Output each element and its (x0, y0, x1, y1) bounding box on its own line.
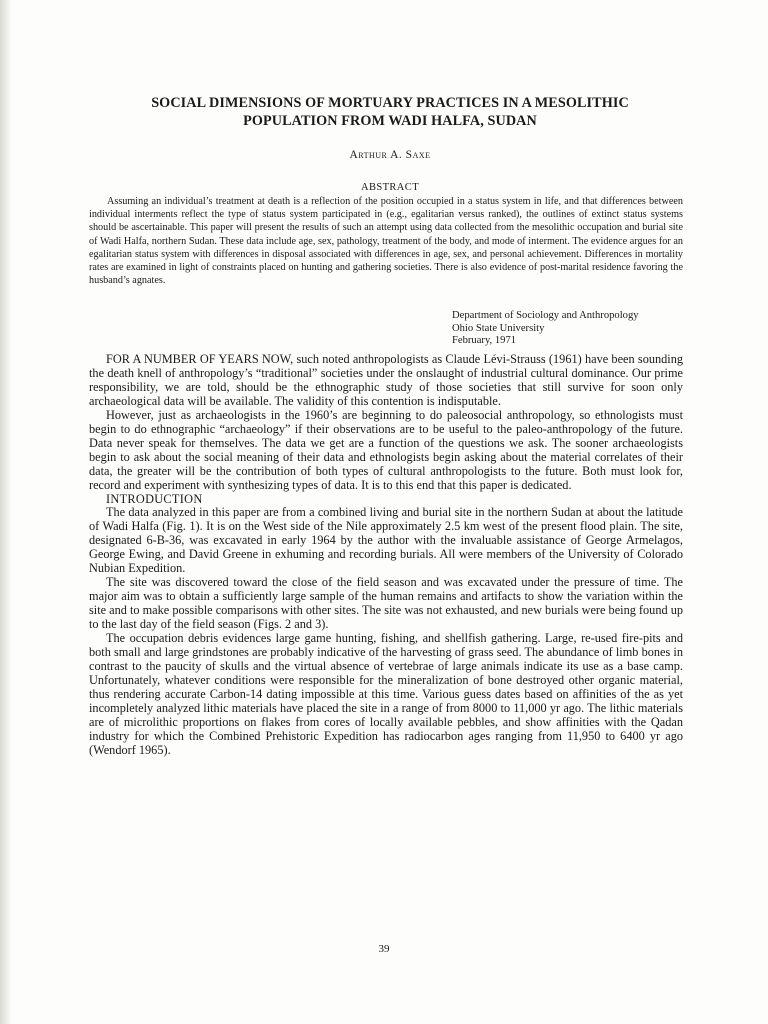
body-paragraph: The data analyzed in this paper are from a combined living and burial site in the northern Sudan at about the latitude of Wadi Halfa (Fig. 1). It is on the West side of the Nile approximately 2.5 km west of the present flood plain. The site, designated 6-B-36, was excavated in early 1964 by the author with the invaluable assistance of George Armelagos, George Ewing, and David Greene in exhuming and recording burials. All were members of the University of Colorado Nubian Expedition. (89, 505, 683, 576)
body-paragraph: However, just as archaeologists in the 1960’s are beginning to do paleosocial anthropology, so ethnologists must begin to do ethnographic “archaeology” if their observations are to be useful to the paleo-anthropology of the future. Data never speak for themselves. The data we get are a function of the questions we ask. The sooner archaeologists begin to ask about the social meaning of their data and ethnologists begin asking about the material correlates of their data, the greater will be the contribution of both types of cultural anthropologists to the future. Both must look for, record and experiment with synthesizing types of data. It is to this end that this paper is dedicated. (89, 407, 683, 492)
author-name: Arthur A. Saxe (349, 149, 431, 161)
affiliation-university: Ohio State University (452, 322, 545, 334)
abstract-text: Assuming an individual’s treatment at death is a reflection of the position occupied in a status system in life, and that differences between individual interments reflect the type of status system participated in (e.g., egalitarian versus ranked), the outlines of extinct status systems should be ascertainable. This paper will present the results of such an attempt using data collected from the mesolithic occupation and burial site of Wadi Halfa, northern Sudan. These data include age, sex, pathology, treatment of the body, and mode of interment. The evidence argues for an egalitarian status system with differences in disposal associated with differences in age, sex, and personal achievement. Differences in mortality rates are examined in light of constraints placed on hunting and gathering societies. There is also evidence of post-marital residence favoring the husband’s agnates. (89, 196, 683, 287)
body-paragraph: FOR A NUMBER OF YEARS NOW, such noted anthropologists as Claude Lévi-Strauss (1961) have been sounding the death knell of anthropology’s “traditional” societies under the onslaught of industrial cultural dominance. Our prime responsibility, we are told, should be the ethnographic study of those societies that still survive for soon only archaeological data will be available. The validity of this contention is indisputable. (89, 352, 683, 408)
article-body (89, 353, 683, 758)
author-affiliation (452, 310, 692, 348)
abstract-heading: ABSTRACT (360, 182, 420, 193)
body-paragraph: The occupation debris evidences large game hunting, fishing, and shellfish gathering. Large, re-used fire-pits and both small and large grindstones are probably indicative of the harvesting of grass seed. The abundance of limb bones in contrast to the paucity of skulls and the virtual absence of vertebrae of large animals indicate its use as a base camp. Unfortunately, whatever conditions were responsible for the mineralization of bone destroyed other organic material, thus rendering accurate Carbon-14 dating impossible at this time. Various guess dates based on affinities of the as yet incompletely analyzed lithic materials have placed the site in a range of from 8000 to 11,000 yr ago. The lithic materials are of microlithic proportions on flakes from cores of locally available pebbles, and show affinities with the Qadan industry for which the Combined Prehistoric Expedition has radiocarbon ages ranging from 11,950 to 6400 yr ago (Wendorf 1965). (89, 631, 683, 757)
body-paragraph: The site was discovered toward the close of the field season and was excavated under the pressure of time. The major aim was to obtain a sufficiently large sample of the human remains and artifacts to show the variation within the site and to make possible comparisons with other sites. The site was not exhausted, and new burials were being found up to the last day of the field season (Figs. 2 and 3). (89, 575, 683, 632)
title-line-2: POPULATION FROM WADI HALFA, SUDAN (243, 113, 537, 129)
affiliation-date: February, 1971 (452, 335, 517, 347)
title-line-1: SOCIAL DIMENSIONS OF MORTUARY PRACTICES IN A MESOLITHIC (151, 95, 629, 111)
section-heading-introduction: INTRODUCTION (106, 491, 203, 506)
affiliation-department: Department of Sociology and Anthropology (452, 310, 639, 321)
page-number: 39 (378, 943, 390, 955)
scan-edge-shadow (0, 0, 12, 1024)
article-title (90, 94, 690, 130)
